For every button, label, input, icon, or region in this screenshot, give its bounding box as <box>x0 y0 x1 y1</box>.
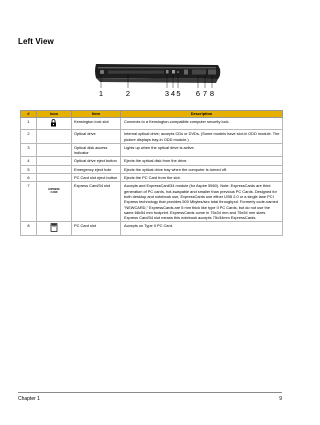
row-description: Internal optical drive; accepts CDs or DVDs. (Some models have slot-in ODD module. The picture displays tray-in ODD module.) <box>121 130 283 144</box>
row-icon-cell <box>37 222 72 235</box>
row-description: Connects to a Kensington-compatible computer security lock. <box>121 118 283 130</box>
left-view-table <box>20 110 283 236</box>
row-item: Express Card/34 slot <box>72 182 121 222</box>
callout-2: 2 <box>125 89 131 98</box>
row-description: Accepts and ExpressCard/34 module (for Aspire 5560). Note: ExpressCards are third generation of PC cards, hot-swapable and smaller than previous PC Cards. Designed for both desktop and notebook use, ExpressCards use either USB 2.0 or a single lane PCI Express technology that provides 500 Mbytes/sec total throughput. Formerly code-named "NEWCARD," ExpressCards are 5 mm thick like type II PC Cards, but do not use the same 68x54 mm footprint. ExpressCards come in 75x34 mm and 75x54 mm sizes. Express Card/34 slot means this notebook accepts 75x34mm ExpressCards. <box>121 182 283 222</box>
callout-numbers <box>92 89 222 99</box>
callout-6: 6 <box>195 89 201 98</box>
table-row <box>21 143 283 157</box>
row-item: Optical disk access indicator <box>72 143 121 157</box>
table-row <box>21 118 283 130</box>
row-item: Emergency eject hole <box>72 165 121 173</box>
table-row <box>21 130 283 144</box>
row-icon-cell <box>37 165 72 173</box>
callout-1: 1 <box>98 89 104 98</box>
row-num: 5 <box>21 165 37 173</box>
callout-7: 7 <box>202 89 208 98</box>
table-header-row <box>21 111 283 118</box>
table-row <box>21 174 283 182</box>
row-icon-cell <box>37 130 72 144</box>
row-item: PC Card slot eject button <box>72 174 121 182</box>
row-item: Kensington lock slot <box>72 118 121 130</box>
header-description: Description <box>121 111 283 118</box>
expresscard-icon-label-top: EXPRESS <box>48 188 60 192</box>
page-heading: Left View <box>18 37 54 46</box>
header-item: Item <box>72 111 121 118</box>
table-row <box>21 182 283 222</box>
row-num: 3 <box>21 143 37 157</box>
callout-3: 3 <box>164 89 170 98</box>
row-num: 2 <box>21 130 37 144</box>
row-item: Optical drive eject button <box>72 157 121 165</box>
table-row <box>21 165 283 173</box>
expresscard-icon <box>39 183 69 195</box>
kensington-lock-icon <box>39 119 69 128</box>
row-icon-cell <box>37 157 72 165</box>
row-num: 4 <box>21 157 37 165</box>
row-description: Ejects the optical disk from the drive. <box>121 157 283 165</box>
footer-chapter: Chapter 1 <box>18 396 40 402</box>
row-num: 8 <box>21 222 37 235</box>
row-description: Ejects the optical drive tray when the computer is turned off. <box>121 165 283 173</box>
footer-page-number: 9 <box>279 396 282 402</box>
page-footer <box>18 392 282 402</box>
row-item: PC Card slot <box>72 222 121 235</box>
callout-4: 4 <box>170 89 176 98</box>
expresscard-icon-label-bottom: CARD <box>50 191 58 195</box>
row-num: 6 <box>21 174 37 182</box>
row-icon-cell <box>37 118 72 130</box>
row-icon-cell <box>37 174 72 182</box>
row-icon-cell <box>37 143 72 157</box>
header-num: # <box>21 111 37 118</box>
row-num: 7 <box>21 182 37 222</box>
row-description: Ejects the PC Card from the slot. <box>121 174 283 182</box>
laptop-left-side-illustration <box>92 58 222 88</box>
table-row <box>21 222 283 235</box>
row-item: Optical drive <box>72 130 121 144</box>
callout-5: 5 <box>176 89 181 98</box>
row-icon-cell <box>37 182 72 222</box>
pc-card-icon <box>39 223 69 233</box>
header-icon: Icon <box>37 111 72 118</box>
callout-8: 8 <box>209 89 215 98</box>
row-description: Lights up when the optical drive is active. <box>121 143 283 157</box>
row-num: 1 <box>21 118 37 130</box>
table-row <box>21 157 283 165</box>
row-description: Accepts on Type II PC Card. <box>121 222 283 235</box>
